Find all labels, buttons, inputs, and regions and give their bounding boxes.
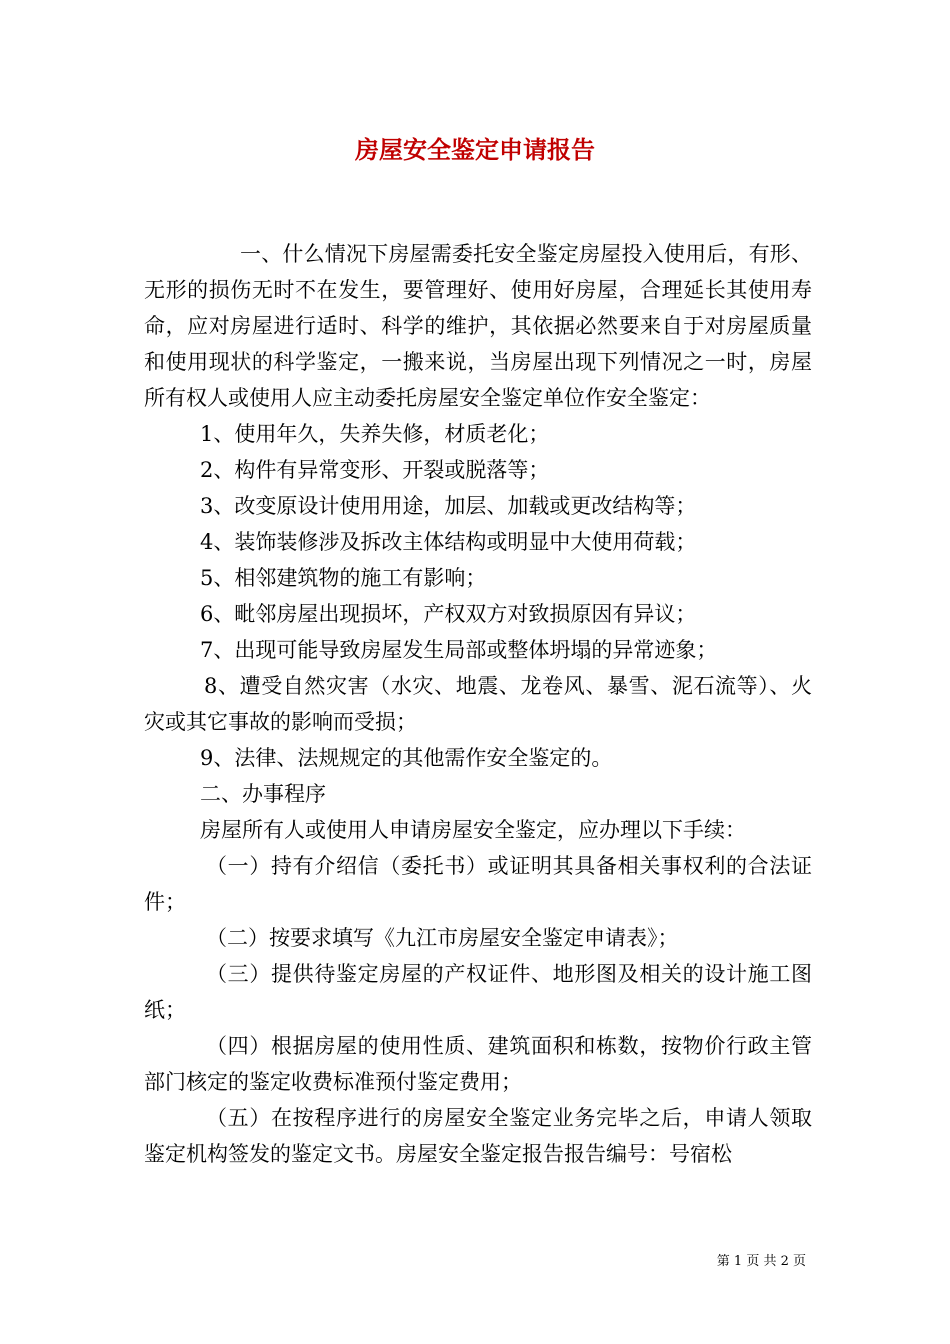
document-title: 房屋安全鉴定申请报告 — [355, 135, 595, 164]
procedure-step: （三）提供待鉴定房屋的产权证件、地形图及相关的设计施工图纸； — [144, 962, 812, 1022]
procedure-step: （二）按要求填写《九江市房屋安全鉴定申请表》； — [206, 926, 679, 950]
procedure-step: （五）在按程序进行的房屋安全鉴定业务完毕之后，申请人领取鉴定机构签发的鉴定文书。房屋安全鉴定报告报告编号：号宿松 — [144, 1106, 812, 1166]
list-item: 6、毗邻房屋出现损坏，产权双方对致损原因有异议； — [200, 602, 697, 626]
list-item: 1、使用年久，失养失修，材质老化； — [200, 422, 550, 446]
list-item: 8、遭受自然灾害（水灾、地震、龙卷风、暴雪、泥石流等）、火灾或其它事故的影响而受损； — [144, 674, 812, 734]
document-body — [144, 236, 812, 1172]
intro-paragraph: 一、什么情况下房屋需委托安全鉴定房屋投入使用后，有形、无形的损伤无时不在发生，要管理好、使用好房屋，合理延长其使用寿命，应对房屋进行适时、科学的维护，其依据必然要来自于对房屋质量和使用现状的科学鉴定，一搬来说，当房屋出现下列情况之一时，房屋所有权人或使用人应主动委托房屋安全鉴定单位作安全鉴定： — [144, 242, 812, 410]
procedure-intro: 房屋所有人或使用人申请房屋安全鉴定，应办理以下手续： — [200, 818, 746, 842]
page-number: 第 1 页 共 2 页 — [716, 1254, 806, 1269]
list-item: 7、出现可能导致房屋发生局部或整体坍塌的异常迹象； — [200, 638, 718, 662]
list-item: 9、法律、法规规定的其他需作安全鉴定的。 — [200, 746, 613, 770]
list-item: 5、相邻建筑物的施工有影响； — [200, 566, 487, 590]
list-item: 4、装饰装修涉及拆改主体结构或明显中大使用荷载； — [200, 530, 697, 554]
procedure-step: （一）持有介绍信（委托书）或证明其具备相关事权利的合法证件； — [144, 854, 812, 914]
procedure-step: （四）根据房屋的使用性质、建筑面积和栋数，按物价行政主管部门核定的鉴定收费标准预付鉴定费用； — [144, 1034, 812, 1094]
list-item: 3、改变原设计使用用途，加层、加载或更改结构等； — [200, 494, 697, 518]
section-heading: 二、办事程序 — [200, 782, 326, 806]
list-item: 2、构件有异常变形、开裂或脱落等； — [200, 458, 550, 482]
